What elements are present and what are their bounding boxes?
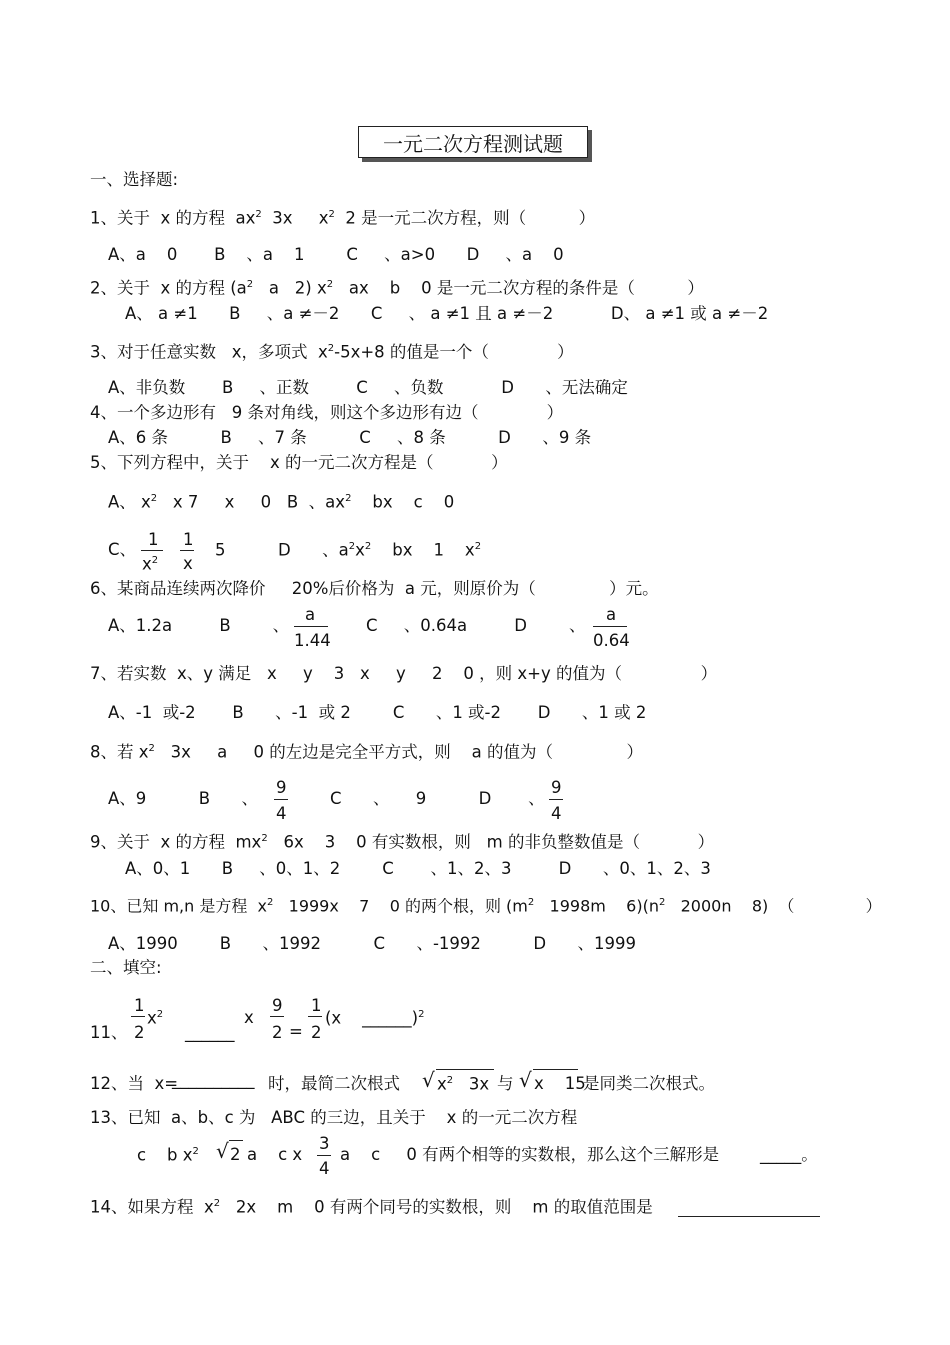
q6-fracb-bar bbox=[294, 626, 328, 627]
q8-fracb-den: 4 bbox=[276, 804, 287, 823]
sqrt-icon: √ bbox=[422, 1068, 435, 1092]
q11-frac1-bar bbox=[131, 1016, 145, 1017]
q1-text: 1、关于 x 的方程 $ax^2$ 3x $x^2$ 2 是一元二次方程，则（ ） bbox=[90, 208, 596, 228]
q10-options: A、1990 B 、1992 C 、-1992 D 、1999 bbox=[108, 934, 637, 953]
q5-frac2-den: x bbox=[183, 554, 193, 573]
q6-text: 6、某商品连续两次降价 20%后价格为 a 元，则原价为（ ）元。 bbox=[90, 579, 659, 598]
q11-xvar: x bbox=[244, 1008, 254, 1027]
q8-fracb-num: 9 bbox=[276, 778, 287, 797]
q8-options-ab: A、9 B 、 bbox=[108, 789, 259, 808]
q13-frac-num: 3 bbox=[319, 1134, 330, 1153]
sqrt-icon: √ bbox=[216, 1139, 229, 1163]
q14-text: 14、如果方程 $x^2$ 2x m 0 有两个同号的实数根，则 m 的取值范围是 bbox=[90, 1197, 653, 1217]
q11-paren: (x ______)$^2$ bbox=[325, 1008, 425, 1028]
q10-text: 10、已知 m,n 是方程 $x^2$ 1999x 7 0 的两个根，则 ($m^2$ 1998m $6)(n^2$ 2000n 8) （ ） bbox=[90, 896, 882, 916]
q5-text: 5、下列方程中，关于 x 的一元二次方程是（ ） bbox=[90, 453, 508, 472]
q12-radical1-bar bbox=[436, 1069, 494, 1070]
q11-frac2-bar bbox=[270, 1016, 284, 1017]
q14-answer-line bbox=[678, 1216, 820, 1217]
q13-blank: _____。 bbox=[760, 1145, 818, 1164]
q13-frac-den: 4 bbox=[319, 1159, 330, 1178]
q1-options: A、a 0 B 、a 1 C 、a>0 D 、a 0 bbox=[108, 245, 564, 264]
q12-radical2-bar bbox=[533, 1069, 578, 1070]
q11-frac1-num: 1 bbox=[134, 996, 145, 1015]
title-box bbox=[358, 126, 588, 158]
q9-options: A、0、1 B 、0、1、2 C 、1、2、3 D 、0、1、2、3 bbox=[125, 859, 711, 878]
q6-fracd-den: 0.64 bbox=[593, 631, 630, 650]
q11-frac2-num: 9 bbox=[272, 996, 283, 1015]
q5-frac1-bar bbox=[141, 550, 163, 551]
q13-radicand: 2 bbox=[230, 1145, 241, 1164]
q7-text: 7、若实数 x、y 满足 x y 3 x y 2 0 ，则 x+y 的值为（ ） bbox=[90, 664, 718, 683]
q13-part3: a c 0 有两个相等的实数根，那么这个三解形是 bbox=[340, 1145, 720, 1164]
q4-options: A、6 条 B 、7 条 C 、8 条 D 、9 条 bbox=[108, 428, 592, 447]
sqrt-icon: √ bbox=[519, 1068, 532, 1092]
q11-label: 11、 bbox=[90, 1023, 128, 1042]
q11-blank1: ______ bbox=[185, 1023, 235, 1042]
q5-frac2-bar bbox=[180, 550, 194, 551]
q8-text: 8、若 $x^2$ 3x a 0 的左边是完全平方式，则 a 的值为（ ） bbox=[90, 742, 643, 762]
q6-options-ab: A、1.2a B 、 bbox=[108, 616, 290, 635]
q11-x2: $x^2$ bbox=[147, 1008, 164, 1028]
q8-fracd-den: 4 bbox=[551, 804, 562, 823]
q7-options: A、-1 或-2 B 、-1 或 2 C 、1 或-2 D 、1 或 2 bbox=[108, 703, 647, 722]
q12-pre: 12、当 x= bbox=[90, 1074, 179, 1093]
q11-frac3-num: 1 bbox=[311, 996, 322, 1015]
section-heading-choice: 一、选择题: bbox=[90, 170, 179, 189]
q11-frac2-den: 2 bbox=[272, 1023, 283, 1042]
q5-option-a: A、 $x^2$ x 7 x 0 B 、$ax^2$ bx c 0 bbox=[108, 492, 455, 512]
q3-text: 3、对于任意实数 x，多项式 $x^2-5x+8$ 的值是一个（ ） bbox=[90, 342, 574, 362]
q12-blank: __________ bbox=[172, 1070, 255, 1089]
q12-radicand2: x 15 bbox=[534, 1074, 586, 1093]
q6-options-cd: C 、0.64a D 、 bbox=[366, 616, 586, 635]
q13-frac-bar bbox=[317, 1155, 331, 1156]
q2-text: 2、关于 x 的方程 ($a^2$ a 2) $x^2$ ax b 0 是一元二次方程的条件是（ ） bbox=[90, 278, 704, 298]
q5-frac2-num: 1 bbox=[183, 530, 194, 549]
q6-fracd-num: a bbox=[606, 605, 617, 624]
q11-frac3-den: 2 bbox=[311, 1023, 322, 1042]
q6-fracb-den: 1.44 bbox=[294, 631, 331, 650]
q13-part2: a c x bbox=[247, 1145, 303, 1164]
q2-options: A、 a ≠1 B 、a ≠－2 C 、 a ≠1 且 a ≠－2 D、 a ≠1 或 a ≠－2 bbox=[125, 304, 769, 323]
q13-radical-bar bbox=[229, 1140, 243, 1141]
q8-options-cd: C 、 9 D 、 bbox=[330, 789, 545, 808]
q8-fracd-bar bbox=[549, 799, 563, 800]
q13-line1: 13、已知 a、b、c 为 ABC 的三边，且关于 x 的一元二次方程 bbox=[90, 1108, 578, 1127]
q12-radicand1: $x^2$ 3x bbox=[437, 1074, 490, 1094]
q5-option-c-label: C、 bbox=[108, 540, 137, 559]
q12-post: 是同类二次根式。 bbox=[583, 1074, 715, 1093]
q5-option-cd: 5 D 、$a^2x^2$ bx 1 $x^2$ bbox=[215, 540, 482, 560]
q6-fracd-bar bbox=[593, 626, 627, 627]
section-heading-fill: 二、填空: bbox=[90, 958, 162, 977]
q13-part1: c b $x^2$ bbox=[137, 1145, 199, 1165]
q6-fracb-num: a bbox=[305, 605, 316, 624]
q5-frac1-den: $x^2$ bbox=[142, 554, 159, 574]
q3-options: A、非负数 B 、正数 C 、负数 D 、无法确定 bbox=[108, 378, 628, 397]
q11-frac3-bar bbox=[308, 1016, 322, 1017]
page-title: 一元二次方程测试题 bbox=[359, 127, 587, 157]
q4-text: 4、一个多边形有 9 条对角线，则这个多边形有边（ ） bbox=[90, 403, 564, 422]
q8-fracd-num: 9 bbox=[551, 778, 562, 797]
q9-text: 9、关于 x 的方程 $mx^2$ 6x 3 0 有实数根，则 m 的非负整数值是（ ） bbox=[90, 832, 715, 852]
q11-equals: = bbox=[289, 1022, 303, 1041]
q12-mid: 时，最简二次根式 bbox=[268, 1074, 400, 1093]
q8-fracb-bar bbox=[274, 799, 288, 800]
q12-and: 与 bbox=[497, 1074, 514, 1093]
q5-frac1-num: 1 bbox=[148, 530, 159, 549]
q11-frac1-den: 2 bbox=[134, 1023, 145, 1042]
